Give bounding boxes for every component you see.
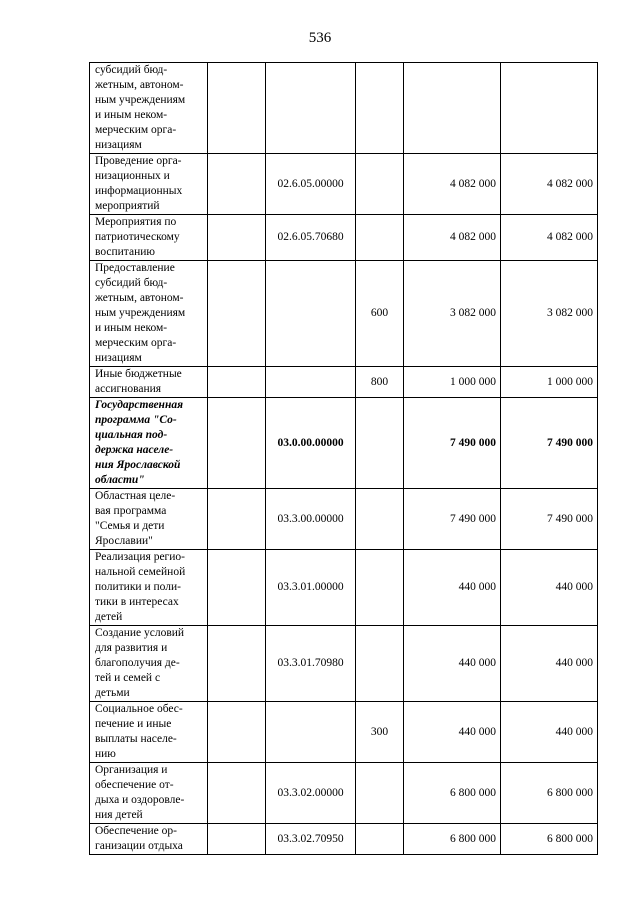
row-name-cell: Реализация регио- нальной семейной политики и поли- тики в интересах детей: [90, 550, 208, 626]
row-type-cell: 600: [356, 261, 404, 367]
row-type-cell: [356, 154, 404, 215]
row-name-cell: Социальное обес- печение и иные выплаты населе- нию: [90, 702, 208, 763]
row-type-cell: [356, 63, 404, 154]
page-number: 536: [308, 30, 332, 46]
row-value1-cell: 440 000: [404, 702, 501, 763]
row-name-cell: Обеспечение ор- ганизации отдыха: [90, 824, 208, 855]
row-type-cell: [356, 763, 404, 824]
table-row: [90, 215, 598, 261]
row-value1-cell: 6 800 000: [404, 763, 501, 824]
row-empty-cell: [208, 63, 266, 154]
row-code-cell: [266, 63, 356, 154]
row-empty-cell: [208, 154, 266, 215]
table-row: [90, 367, 598, 398]
row-value1-cell: 440 000: [404, 550, 501, 626]
table-row: [90, 154, 598, 215]
row-name-cell: субсидий бюд- жетным, автоном- ным учреждениям и иным неком- мерческим орга- низациям: [90, 63, 208, 154]
row-value2-cell: 4 082 000: [501, 215, 598, 261]
table-row: [90, 824, 598, 855]
row-name-cell: Предоставление субсидий бюд- жетным, автоном- ным учреждениям и иным неком- мерческим орга- низациям: [90, 261, 208, 367]
row-value1-cell: 4 082 000: [404, 215, 501, 261]
row-type-cell: [356, 398, 404, 489]
row-value1-cell: 7 490 000: [404, 489, 501, 550]
row-code-cell: 02.6.05.00000: [266, 154, 356, 215]
row-code-cell: [266, 367, 356, 398]
row-code-cell: 02.6.05.70680: [266, 215, 356, 261]
table-row: [90, 763, 598, 824]
row-code-cell: [266, 702, 356, 763]
row-value2-cell: 3 082 000: [501, 261, 598, 367]
row-empty-cell: [208, 702, 266, 763]
row-code-cell: 03.3.02.00000: [266, 763, 356, 824]
budget-table: [89, 62, 598, 855]
row-empty-cell: [208, 215, 266, 261]
row-value2-cell: 4 082 000: [501, 154, 598, 215]
row-name-cell: Мероприятия по патриотическому воспитанию: [90, 215, 208, 261]
table-row: [90, 261, 598, 367]
row-value2-cell: 440 000: [501, 550, 598, 626]
row-code-cell: 03.3.01.70980: [266, 626, 356, 702]
row-value2-cell: 440 000: [501, 626, 598, 702]
table-row: [90, 550, 598, 626]
row-value1-cell: 4 082 000: [404, 154, 501, 215]
row-name-cell: Проведение орга- низационных и информационных мероприятий: [90, 154, 208, 215]
row-type-cell: 300: [356, 702, 404, 763]
row-code-cell: 03.3.00.00000: [266, 489, 356, 550]
row-name-cell: Создание условий для развития и благополучия де- тей и семей с детьми: [90, 626, 208, 702]
row-value2-cell: 7 490 000: [501, 398, 598, 489]
row-empty-cell: [208, 763, 266, 824]
row-empty-cell: [208, 824, 266, 855]
table-row: [90, 63, 598, 154]
row-type-cell: [356, 489, 404, 550]
row-code-cell: 03.0.00.00000: [266, 398, 356, 489]
row-code-cell: 03.3.01.00000: [266, 550, 356, 626]
row-type-cell: [356, 215, 404, 261]
row-value2-cell: 1 000 000: [501, 367, 598, 398]
row-name-cell: Иные бюджетные ассигнования: [90, 367, 208, 398]
row-value2-cell: 6 800 000: [501, 824, 598, 855]
row-name-cell: Областная целе- вая программа "Семья и дети Ярославии": [90, 489, 208, 550]
table-row: [90, 398, 598, 489]
row-value1-cell: 7 490 000: [404, 398, 501, 489]
row-value1-cell: 440 000: [404, 626, 501, 702]
row-empty-cell: [208, 367, 266, 398]
row-empty-cell: [208, 550, 266, 626]
row-empty-cell: [208, 261, 266, 367]
row-name-cell: Государственная программа "Со- циальная под- держка населе- ния Ярославской области": [90, 398, 208, 489]
row-type-cell: [356, 626, 404, 702]
row-value1-cell: 1 000 000: [404, 367, 501, 398]
row-value2-cell: 6 800 000: [501, 763, 598, 824]
row-value2-cell: 440 000: [501, 702, 598, 763]
row-value2-cell: [501, 63, 598, 154]
table-row: [90, 489, 598, 550]
row-value2-cell: 7 490 000: [501, 489, 598, 550]
row-code-cell: 03.3.02.70950: [266, 824, 356, 855]
row-empty-cell: [208, 398, 266, 489]
row-value1-cell: 6 800 000: [404, 824, 501, 855]
row-value1-cell: 3 082 000: [404, 261, 501, 367]
row-type-cell: [356, 824, 404, 855]
row-code-cell: [266, 261, 356, 367]
table-row: [90, 626, 598, 702]
row-name-cell: Организация и обеспечение от- дыха и оздоровле- ния детей: [90, 763, 208, 824]
row-value1-cell: [404, 63, 501, 154]
row-type-cell: 800: [356, 367, 404, 398]
row-type-cell: [356, 550, 404, 626]
table-row: [90, 702, 598, 763]
row-empty-cell: [208, 489, 266, 550]
row-empty-cell: [208, 626, 266, 702]
